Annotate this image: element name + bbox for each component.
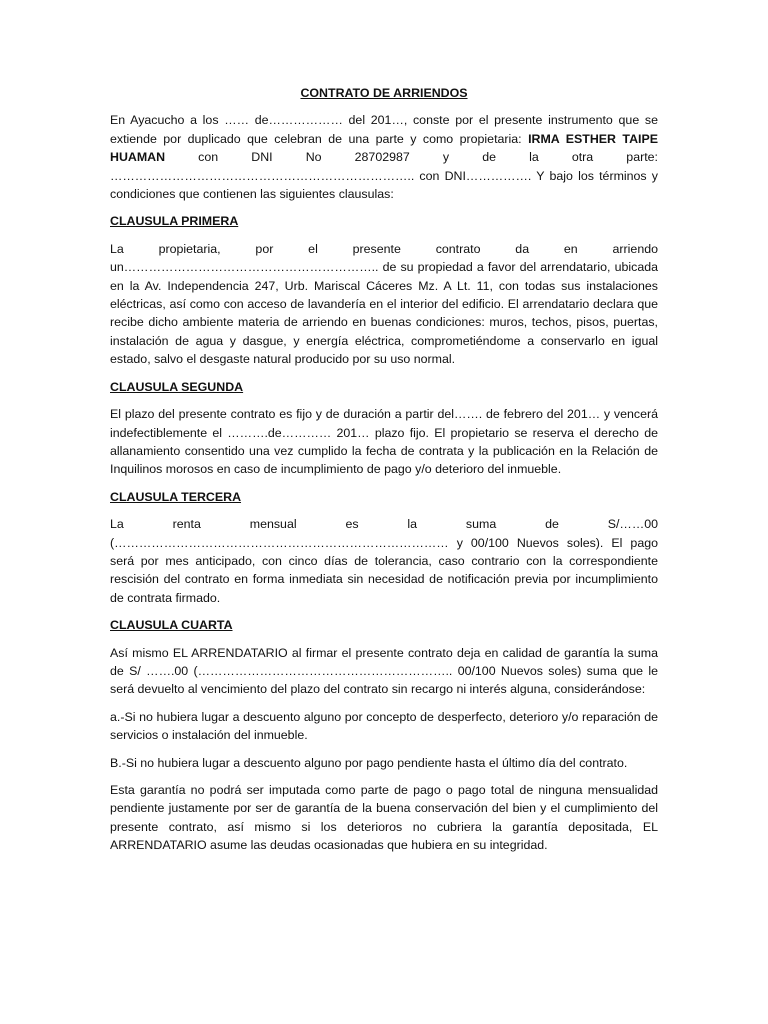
intro-paragraph <box>110 111 658 203</box>
clause-4-heading: CLAUSULA CUARTA <box>110 618 233 633</box>
clause-4-guarantee-paragraph: Esta garantía no podrá ser imputada como parte de pago o pago total de ninguna mensualidad pendiente justamente por ser de garantía de la buena conservación del bien y el cumplimiento del presente contrato, así mismo si los deterioros no cubriera la garantía depositada, EL ARRENDATARIO asume las deudas ocasionadas que hubiera en su integridad. <box>110 783 658 853</box>
clause-1-paragraph: La propietaria, por el presente contrato da en arriendo un…………………………………………………….. de su propiedad a favor del arrendatario, ubicada en la Av. Independencia 247, Urb. Mariscal Cáceres Mz. A Lt. 11, con todas sus instalaciones eléctricas, así como con acceso de lavandería en el interior del edificio. El arrendatario declara que recibe dicho ambiente materia de arriendo en buenas condiciones: muros, techos, pisos, puertas, instalación de agua y dasgue, y energía eléctrica, comprometiéndome a conservarlo en igual estado, salvo el desgaste natural producido por su uso normal. <box>110 241 658 367</box>
clause-3-paragraph: La renta mensual es la suma de S/……00 (……………………………………………………………………… y 00/100 Nuevos soles). El pago será por mes anticipado, con cinco días de tolerancia, caso contrario con la correspondiente rescisión del contrato en forma inmediata sin necesidad de notificación previa por incumplimiento de contrata firmado. <box>110 517 658 605</box>
clause-4-item-b: B.-Si no hubiera lugar a descuento alguno por pago pendiente hasta el último día del contrato. <box>110 755 628 770</box>
clause-4-item-a: a.-Si no hubiera lugar a descuento alguno por concepto de desperfecto, deterioro y/o reparación de servicios o instalación del inmueble. <box>110 709 658 743</box>
clause-1-heading: CLAUSULA PRIMERA <box>110 214 239 229</box>
intro-text-1: En Ayacucho a los …… de……………… del 201…, conste por el presente instrumento que se extiende por duplicado que celebran de una parte y como propietaria: <box>110 113 658 146</box>
intro-text-2: con DNI No 28702987 y de la otra parte: ……………………………………………………………….. con DNI……………. Y bajo los términos y condiciones que contienen las siguientes clausulas: <box>110 150 658 202</box>
clause-3-heading: CLAUSULA TERCERA <box>110 489 242 504</box>
document-title: CONTRATO DE ARRIENDOS <box>300 86 468 100</box>
owner-name: IRMA ESTHER TAIPE HUAMAN <box>110 131 658 165</box>
clause-2-paragraph: El plazo del presente contrato es fijo y de duración a partir del……. de febrero del 201… y vencerá indefectiblemente el ……….de………… 201… plazo fijo. El propietario se reserva el derecho de allanamiento consentido una vez cumplido la fecha de contrata y la publicación en la Relación de Inquilinos morosos en caso de incumplimiento de pago y/o deterioro del inmueble. <box>110 407 658 477</box>
contract-page <box>110 84 658 864</box>
clause-4-paragraph: Así mismo EL ARRENDATARIO al firmar el presente contrato deja en calidad de garantía la suma de S/ …….00 (…………………………………………………….. 00/100 Nuevos soles) suma que le será devuelto al vencimiento del plazo del contrato sin recargo ni interés alguna, considerándose: <box>110 645 658 697</box>
clause-2-heading: CLAUSULA SEGUNDA <box>110 379 244 394</box>
